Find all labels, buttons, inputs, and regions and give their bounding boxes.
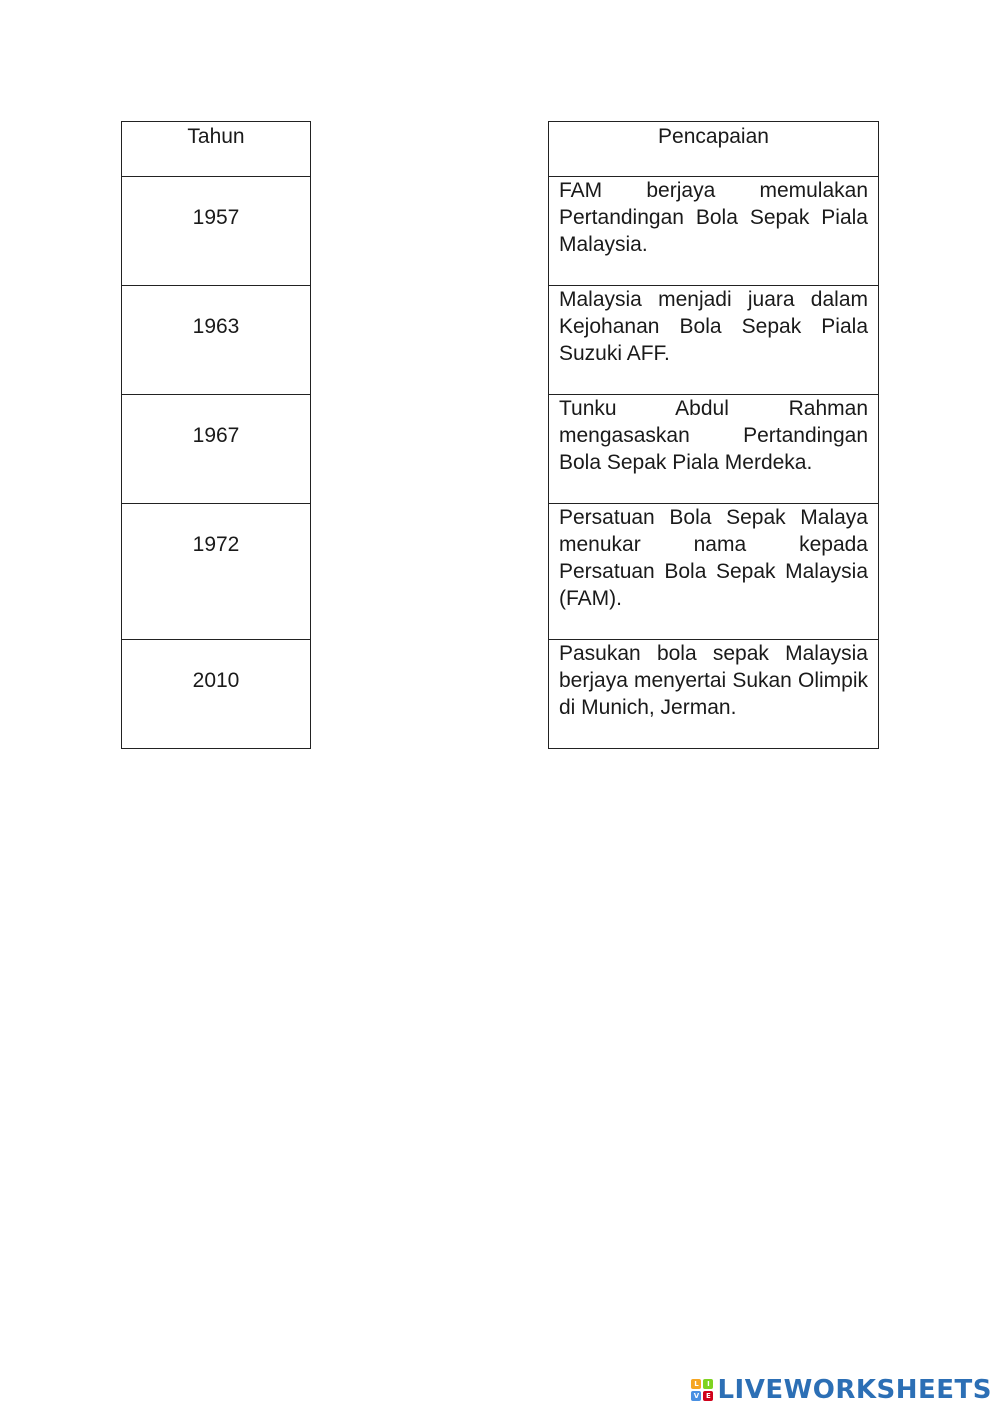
logo-text: LIVEWORKSHEETS <box>717 1375 992 1405</box>
year-cell[interactable]: 1972 <box>122 504 310 640</box>
logo-mark-letter: V <box>691 1391 701 1401</box>
logo-mark-letter: I <box>703 1379 713 1389</box>
achievement-cell[interactable]: Malaysia menjadi juara dalam Kejohanan Bola Sepak Piala Suzuki AFF. <box>549 286 878 395</box>
year-header: Tahun <box>122 122 310 177</box>
achievement-table <box>548 121 879 749</box>
year-cell[interactable]: 1967 <box>122 395 310 504</box>
logo-mark-letter: E <box>703 1391 713 1401</box>
year-cell[interactable]: 1963 <box>122 286 310 395</box>
year-cell[interactable]: 2010 <box>122 640 310 749</box>
year-cell[interactable]: 1957 <box>122 177 310 286</box>
year-table <box>121 121 311 749</box>
liveworksheets-logo <box>691 1375 992 1405</box>
achievement-cell[interactable]: Pasukan bola sepak Malaysia berjaya menyertai Sukan Olimpik di Munich, Jerman. <box>549 640 878 749</box>
logo-mark-letter: L <box>691 1379 701 1389</box>
achievement-cell[interactable]: FAM berjaya memulakan Pertandingan Bola Sepak Piala Malaysia. <box>549 177 878 286</box>
achievement-header: Pencapaian <box>549 122 878 177</box>
achievement-cell[interactable]: Tunku Abdul Rahman mengasaskan Pertandingan Bola Sepak Piala Merdeka. <box>549 395 878 504</box>
logo-mark-icon <box>691 1379 713 1401</box>
achievement-cell[interactable]: Persatuan Bola Sepak Malaya menukar nama kepada Persatuan Bola Sepak Malaysia (FAM). <box>549 504 878 640</box>
